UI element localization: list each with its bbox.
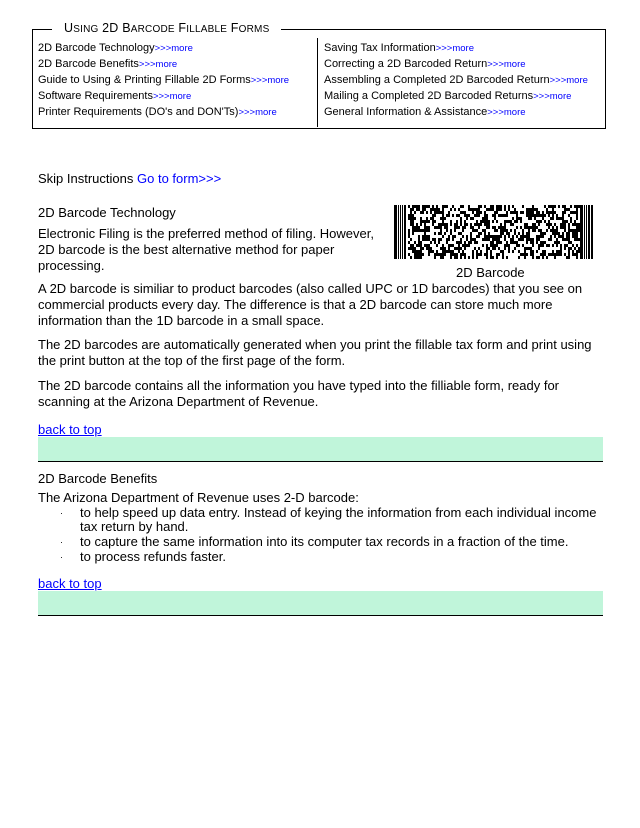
technology-paragraph-1: A 2D barcode is similiar to product barcodes (also called UPC or 1D barcodes) that you see on commercial products every day. The difference is that a 2D barcode can store much more information than the 1D barcode in a small space. [38,281,583,328]
section-divider-band [38,437,603,462]
skip-instructions: Skip Instructions Go to form>>> [38,171,222,186]
toc-link-benefits[interactable]: 2D Barcode Benefits>>>more [38,58,178,70]
go-to-form-link[interactable]: Go to form>>> [137,171,222,186]
toc-link-guide[interactable]: Guide to Using & Printing Fillable 2D Forms>>>more [38,74,290,86]
toc-title: USING 2D BARCODE FILLABLE FORMS [52,21,281,35]
toc-link-software[interactable]: Software Requirements>>>more [38,90,192,102]
benefit-item: · to process refunds faster. [60,549,226,564]
technology-paragraph-2: The 2D barcodes are automatically generated when you print the fillable tax form and print using the print button at the top of the first page of the form. [38,337,592,368]
benefits-intro: The Arizona Department of Revenue uses 2-D barcode: [38,490,359,505]
toc-link-saving[interactable]: Saving Tax Information>>>more [324,42,474,54]
toc-link-technology[interactable]: 2D Barcode Technology>>>more [38,42,193,54]
benefit-item: · to help speed up data entry. Instead of keying the information from each individual income tax return by hand. [60,505,597,534]
toc-link-assembling[interactable]: Assembling a Completed 2D Barcoded Return>>>more [324,74,588,86]
technology-paragraph-3: The 2D barcode contains all the information you have typed into the filliable form, ready for scanning at the Arizona Department of Revenue. [38,378,560,409]
technology-intro: Electronic Filing is the preferred method of filing. However, 2D barcode is the best alternative method for paper processing. [38,226,374,273]
toc-left-column [38,40,289,120]
section-divider-band [38,591,603,616]
barcode-image [394,205,593,259]
back-to-top-link[interactable]: back to top [38,576,102,591]
back-to-top-link[interactable]: back to top [38,422,102,437]
bullet-icon: · [60,537,63,547]
toc-divider [317,38,318,127]
benefits-heading: 2D Barcode Benefits [38,471,158,486]
bullet-icon: · [60,508,63,518]
technology-heading: 2D Barcode Technology [38,205,176,220]
toc-link-mailing[interactable]: Mailing a Completed 2D Barcoded Returns>>>more [324,90,572,102]
benefits-list [38,506,608,565]
benefit-item: · to capture the same information into its computer tax records in a fraction of the time. [60,534,569,549]
barcode-caption: 2D Barcode [456,265,525,280]
toc-link-general[interactable]: General Information & Assistance>>>more [324,106,526,118]
toc-link-printer[interactable]: Printer Requirements (DO's and DON'Ts)>>>more [38,106,277,118]
bullet-icon: · [60,552,63,562]
toc-link-correcting[interactable]: Correcting a 2D Barcoded Return>>>more [324,58,526,70]
toc-right-column [324,40,588,120]
